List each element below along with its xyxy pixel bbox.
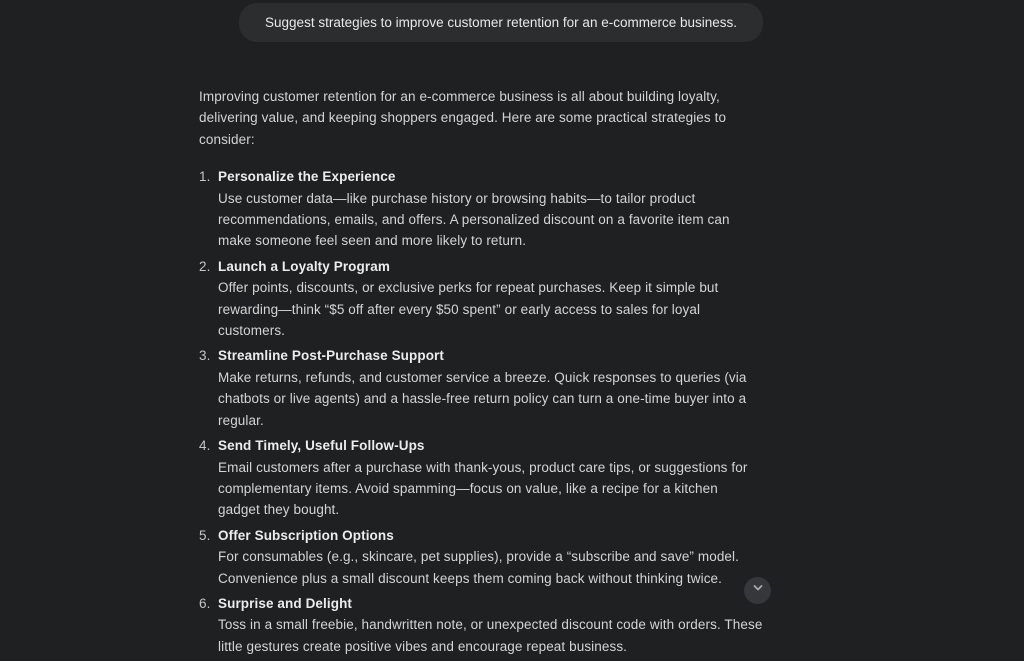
- list-item: [199, 345, 763, 431]
- list-item: [199, 435, 763, 521]
- chat-column: [199, 3, 763, 661]
- strategy-title: Personalize the Experience: [218, 169, 396, 185]
- chevron-down-icon: [751, 587, 765, 595]
- list-item-number: 1.: [199, 169, 211, 185]
- list-item-number: 2.: [199, 258, 211, 274]
- strategy-title: Surprise and Delight: [218, 595, 353, 611]
- list-item: [199, 256, 763, 342]
- scroll-to-bottom-button[interactable]: [744, 577, 771, 604]
- assistant-message: [199, 86, 763, 657]
- strategy-title: Streamline Post-Purchase Support: [218, 348, 445, 364]
- list-item-content: [218, 593, 763, 657]
- list-item-content: [218, 345, 763, 431]
- list-item: [199, 593, 763, 657]
- strategy-body: For consumables (e.g., skincare, pet supplies), provide a “subscribe and save” model. Convenience plus a small discount keeps them coming back without thinking twice.: [218, 549, 739, 586]
- list-item-content: [218, 435, 763, 521]
- user-message-bubble: Suggest strategies to improve customer retention for an e-commerce business.: [239, 3, 763, 42]
- strategy-title: Launch a Loyalty Program: [218, 258, 390, 274]
- strategy-body: Toss in a small freebie, handwritten note, or unexpected discount code with orders. These little gestures create positive vibes and encourage repeat business.: [218, 617, 763, 654]
- strategy-title: Send Timely, Useful Follow-Ups: [218, 438, 425, 454]
- list-item-number: 3.: [199, 348, 211, 364]
- list-item-number: 6.: [199, 595, 211, 611]
- list-item-content: [218, 166, 763, 252]
- strategy-list: [199, 166, 763, 657]
- strategy-body: Make returns, refunds, and customer service a breeze. Quick responses to queries (via chatbots or live agents) and a hassle-free return policy can turn a one-time buyer into a regular.: [218, 369, 747, 428]
- assistant-intro-paragraph: Improving customer retention for an e-commerce business is all about building loyalty, delivering value, and keeping shoppers engaged. Here are some practical strategies to consider:: [199, 89, 727, 147]
- list-item: [199, 525, 763, 589]
- list-item-number: 5.: [199, 527, 211, 543]
- list-item-content: [218, 256, 763, 342]
- list-item-content: [218, 525, 763, 589]
- strategy-body: Use customer data—like purchase history or browsing habits—to tailor product recommendations, emails, and offers. A personalized discount on a favorite item can make someone feel seen and more likely to return.: [218, 190, 730, 249]
- strategy-body: Email customers after a purchase with thank-yous, product care tips, or suggestions for complementary items. Avoid spamming—focus on value, like a recipe for a kitchen gadget they bought.: [218, 459, 748, 518]
- list-item: [199, 166, 763, 252]
- list-item-number: 4.: [199, 438, 211, 454]
- strategy-title: Offer Subscription Options: [218, 527, 394, 543]
- strategy-body: Offer points, discounts, or exclusive perks for repeat purchases. Keep it simple but rewarding—think “$5 off after every $50 spent” or early access to sales for loyal customers.: [218, 280, 719, 339]
- user-message-row: [199, 3, 763, 42]
